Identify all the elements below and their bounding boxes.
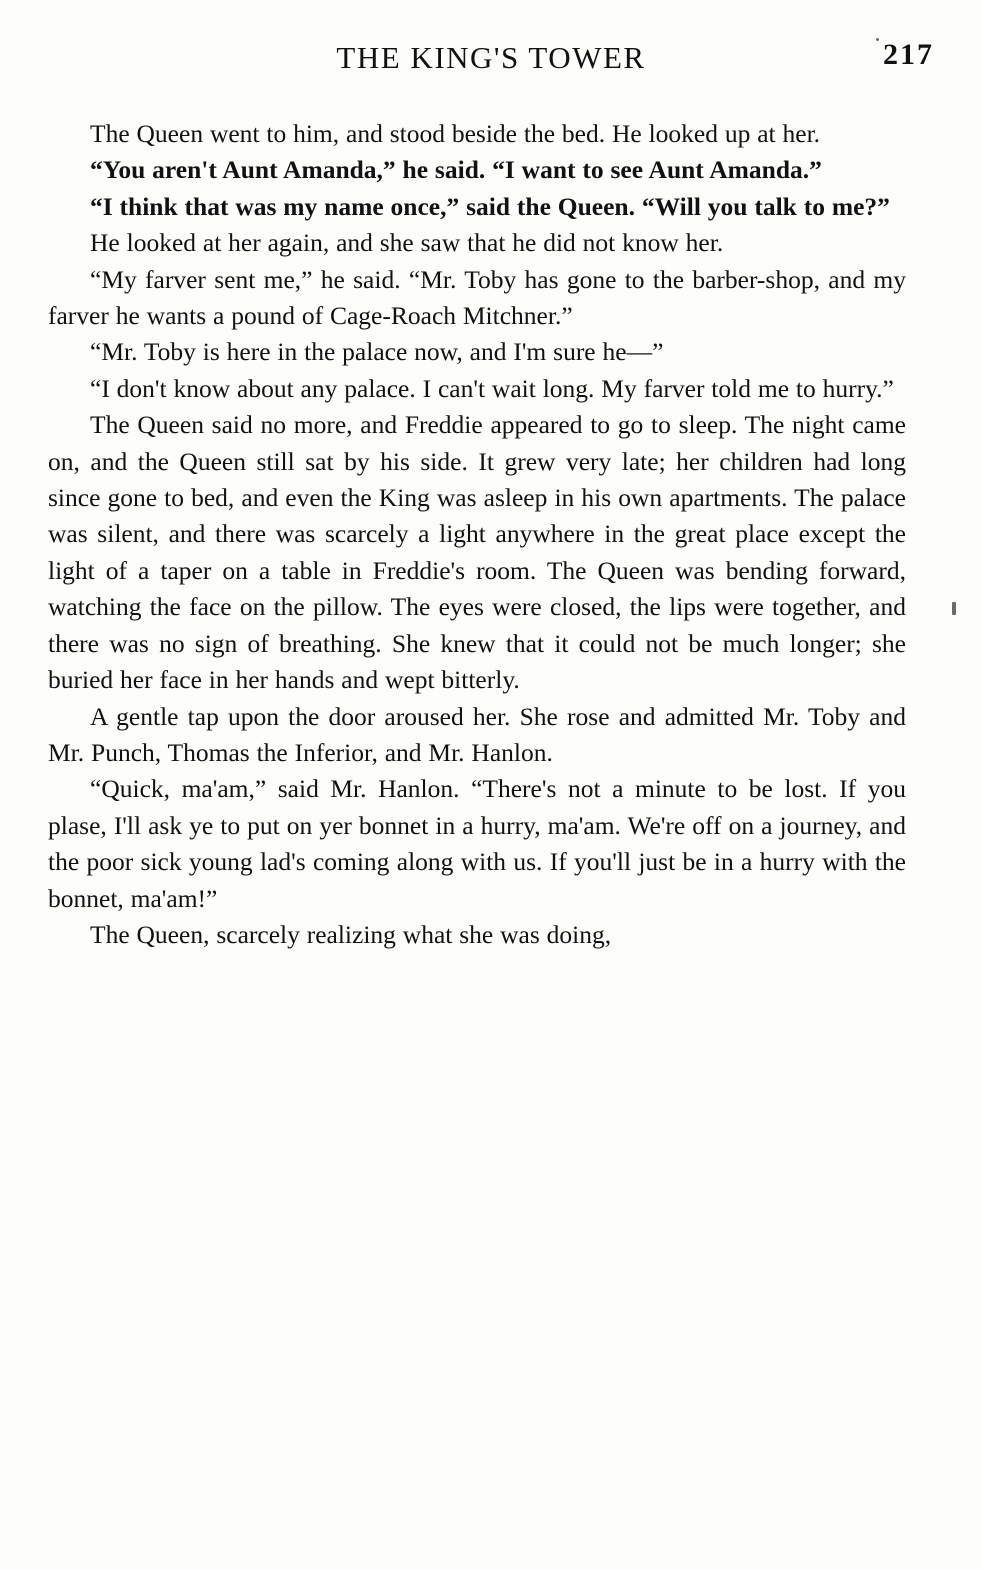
paragraph: The Queen, scarcely realizing what she was doing, bbox=[90, 919, 612, 949]
paragraph: “My farver sent me,” he said. “Mr. Toby has gone to the barber-shop, and my farver he wants a pound of Cage-Roach Mitchner.” bbox=[48, 264, 906, 331]
paragraph: “Quick, ma'am,” said Mr. Hanlon. “There's not a minute to be lost. If you plase, I'll ask ye to put on yer bonnet in a hurry, ma'am. We're off on a journey, and the poor sick young lad's coming along with us. If you'll just be in a hurry with the bonnet, ma'am!” bbox=[48, 774, 906, 913]
print-speck bbox=[952, 602, 956, 615]
paragraph: “I think that was my name once,” said the Queen. “Will you talk to me?” bbox=[90, 191, 890, 221]
paragraph: The Queen went to him, and stood beside the bed. He looked up at her. bbox=[90, 119, 821, 148]
paragraph: “I don't know about any palace. I can't wait long. My farver told me to hurry.” bbox=[90, 373, 894, 403]
running-title: THE KING'S TOWER bbox=[336, 40, 646, 75]
paragraph: A gentle tap upon the door aroused her. She rose and admitted Mr. Toby and Mr. Punch, Thomas the Inferior, and Mr. Hanlon. bbox=[48, 701, 906, 767]
page-number: 217 bbox=[883, 38, 934, 71]
paragraph: “You aren't Aunt Amanda,” he said. “I want to see Aunt Amanda.” bbox=[90, 155, 822, 185]
print-speck bbox=[876, 38, 879, 41]
paragraph: “Mr. Toby is here in the palace now, and I'm sure he—” bbox=[90, 337, 664, 367]
paragraph: The Queen said no more, and Freddie appeared to go to sleep. The night came on, and the Queen still sat by his side. It grew very late; her children had long since gone to bed, and even the King was asleep in his own apartments. The palace was silent, and there was scarcely a light anywhere in the great place except the light of a taper on a table in Freddie's room. The Queen was bending forward, watching the face on the pillow. The eyes were closed, the lips were together, and there was no sign of breathing. She knew that it could not be much longer; she buried her face in her hands and wept bitterly. bbox=[48, 410, 906, 695]
paragraph: He looked at her again, and she saw that he did not know her. bbox=[90, 228, 724, 258]
page-body bbox=[48, 116, 906, 953]
page-header bbox=[48, 40, 934, 76]
